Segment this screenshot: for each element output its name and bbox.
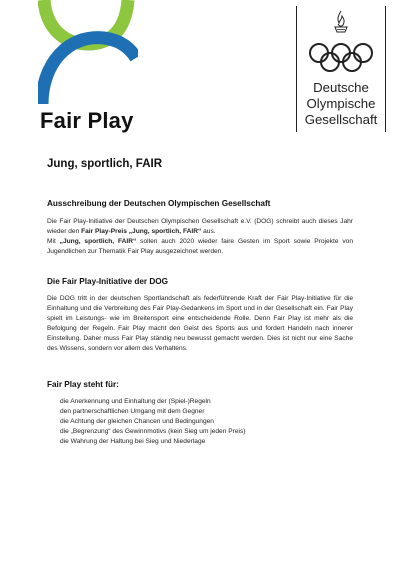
- list-item-text: die „Begrenzung“ des Gewinnmotivs (kein Sieg um jeden Preis): [60, 428, 246, 435]
- dog-logo: [296, 6, 386, 134]
- fair-play-swoosh-icon: [38, 0, 138, 110]
- section-text-initiative: [47, 294, 353, 353]
- logo-bar-left: [296, 6, 297, 132]
- olympic-flame-icon: [334, 10, 348, 36]
- paragraph: [47, 217, 353, 237]
- list-item-text: die Wahrung der Haltung bei Sieg und Niederlage: [60, 438, 206, 445]
- text-span: Die Fair Play-Initiative der Deutschen Olympischen Gesellschaft e.V. (DOG) schreibt auch dieses Jahr wieder den: [47, 218, 353, 235]
- dog-logo-line: Olympische: [306, 96, 376, 111]
- bold-span: Fair Play-Preis „Jung, sportlich, FAIR“: [81, 227, 202, 235]
- text-span: sollen auch 2020 wieder faire Gesten im Sport sowie Projekte von Jugendlichen zur Thematik Fair Play ausgezeichnet werden.: [47, 237, 353, 255]
- dog-logo-text: [298, 80, 384, 128]
- logo-bar-right: [385, 6, 386, 132]
- list-item-text: die Achtung der gleichen Chancen und Bedingungen: [60, 418, 214, 425]
- fair-play-logo: [38, 0, 138, 136]
- list-item: [47, 417, 245, 427]
- fair-play-list: [47, 397, 245, 447]
- paragraph: [47, 237, 353, 257]
- list-item: [47, 427, 245, 437]
- section-text-ausschreibung: [47, 217, 353, 257]
- fair-play-logo-text: Fair Play: [40, 108, 134, 133]
- list-item-text: die Anerkennung und Einhaltung der (Spiel-)Regeln: [60, 398, 211, 405]
- list-item: [47, 407, 245, 417]
- page-title: Jung, sportlich, FAIR: [47, 158, 163, 170]
- section-heading-ausschreibung: Ausschreibung der Deutschen Olympischen Gesellschaft: [47, 199, 271, 208]
- section-heading-fair-play-steht-fuer: Fair Play steht für:: [47, 380, 119, 389]
- list-item: [47, 397, 245, 407]
- list-item: [47, 437, 245, 447]
- dog-logo-line: Gesellschaft: [304, 112, 378, 127]
- text-span: aus.: [201, 227, 216, 235]
- list-item-text: den partnerschaftlichen Umgang mit dem Gegner: [60, 408, 205, 415]
- dog-logo-line: Deutsche: [313, 80, 369, 95]
- olympic-rings-icon: [308, 42, 374, 74]
- bold-span: „Jung, sportlich, FAIR“: [59, 237, 137, 245]
- text-span: Mit: [47, 237, 60, 245]
- paragraph: Die DOG tritt in der deutschen Sportlandschaft als federführende Kraft der Fair Play-Initiative für die Einhaltung und die Verbreitung des Fair Play-Gedankens im Sport und in der Gesellschaft ein. Fair Play spielt im Leistungs- wie im Breitensport eine entscheidende Rolle. Denn Fair Play ist mehr als die Befolgung der Regeln. Fair Play macht den Geist des Sports aus und fordert Handeln nach innerer Einstellung. Daher muss Fair Play ständig neu bewusst gemacht werden. Dies ist nicht nur eine Sache des Wissens, sondern vor allem des Verhaltens.: [47, 295, 353, 352]
- section-heading-initiative: Die Fair Play-Initiative der DOG: [47, 277, 169, 286]
